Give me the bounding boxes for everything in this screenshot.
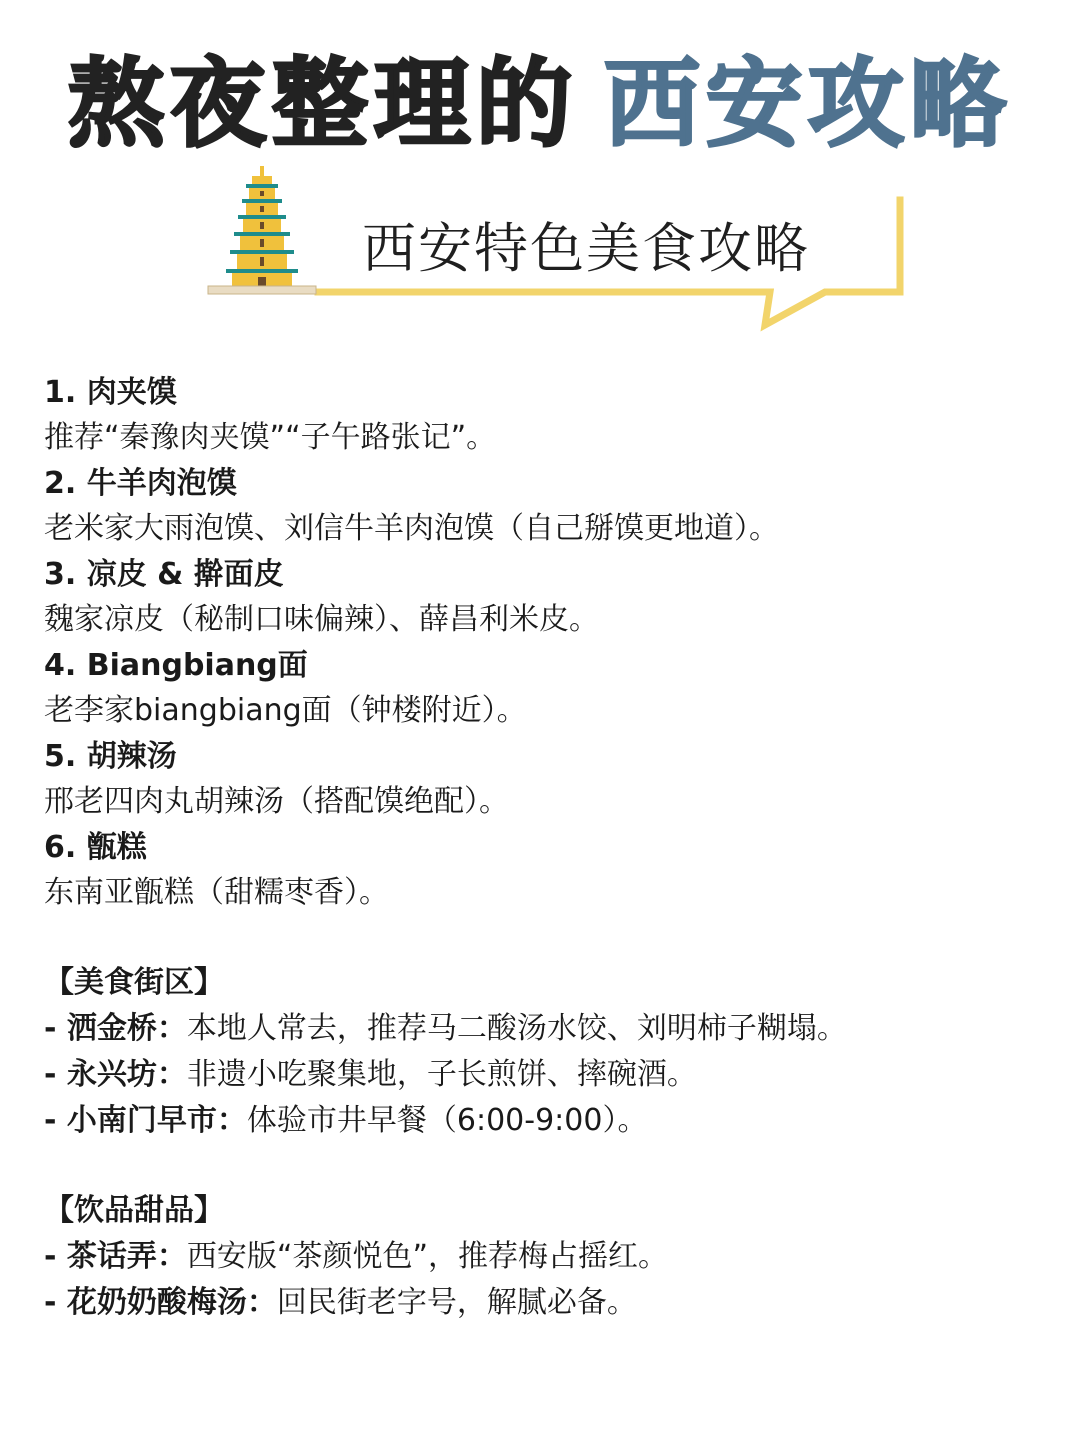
streets-heading: 【美食街区】 (44, 965, 224, 1000)
pagoda-icon (202, 164, 322, 304)
subtitle-banner (200, 160, 920, 340)
title-blue-part: 西安攻略 (604, 48, 1012, 160)
street-label: - 小南门早市： (44, 1103, 247, 1138)
street-item (44, 1052, 1044, 1098)
drink-text: 西安版“茶颜悦色”，推荐梅占摇红。 (186, 1239, 668, 1274)
drink-label: - 茶话弄： (44, 1239, 187, 1274)
drink-item (44, 1280, 1044, 1326)
street-item (44, 1006, 1044, 1052)
street-label: - 洒金桥： (44, 1011, 187, 1046)
drink-text: 回民街老字号，解腻必备。 (276, 1285, 637, 1320)
subtitle: 西安特色美食攻略 (362, 217, 810, 280)
food-desc: 老米家大雨泡馍、刘信牛羊肉泡馍（自己掰馍更地道）。 (44, 511, 779, 546)
food-title: 6. 甑糕 (44, 830, 147, 865)
food-list (44, 370, 1044, 916)
page-title (0, 44, 1080, 164)
drink-item (44, 1234, 1044, 1280)
street-item (44, 1098, 1044, 1144)
street-label: - 永兴坊： (44, 1057, 187, 1092)
streets-section (44, 960, 1044, 1144)
food-title: 5. 胡辣汤 (44, 739, 177, 774)
drinks-section (44, 1188, 1044, 1326)
food-title: 3. 凉皮 & 擀面皮 (44, 557, 284, 592)
food-desc: 推荐“秦豫肉夹馍”“子午路张记”。 (44, 420, 497, 455)
street-text: 体验市井早餐（6:00-9:00）。 (246, 1103, 648, 1138)
street-text: 非遗小吃聚集地，子长煎饼、摔碗酒。 (186, 1057, 697, 1092)
food-desc: 东南亚甑糕（甜糯枣香）。 (44, 875, 389, 910)
food-desc: 邢老四肉丸胡辣汤（搭配馍绝配）。 (44, 784, 509, 819)
food-title: 2. 牛羊肉泡馍 (44, 466, 237, 501)
food-title: 4. Biangbiang面 (44, 648, 308, 683)
drink-label: - 花奶奶酸梅汤： (44, 1285, 277, 1320)
title-dark-part: 熬夜整理的 (68, 48, 578, 160)
street-text: 本地人常去，推荐马二酸汤水饺、刘明柿子糊塌。 (186, 1011, 847, 1046)
food-desc: 魏家凉皮（秘制口味偏辣）、薛昌利米皮。 (44, 602, 599, 637)
food-title: 1. 肉夹馍 (44, 375, 177, 410)
food-desc: 老李家biangbiang面（钟楼附近）。 (44, 693, 527, 728)
drinks-heading: 【饮品甜品】 (44, 1193, 224, 1228)
